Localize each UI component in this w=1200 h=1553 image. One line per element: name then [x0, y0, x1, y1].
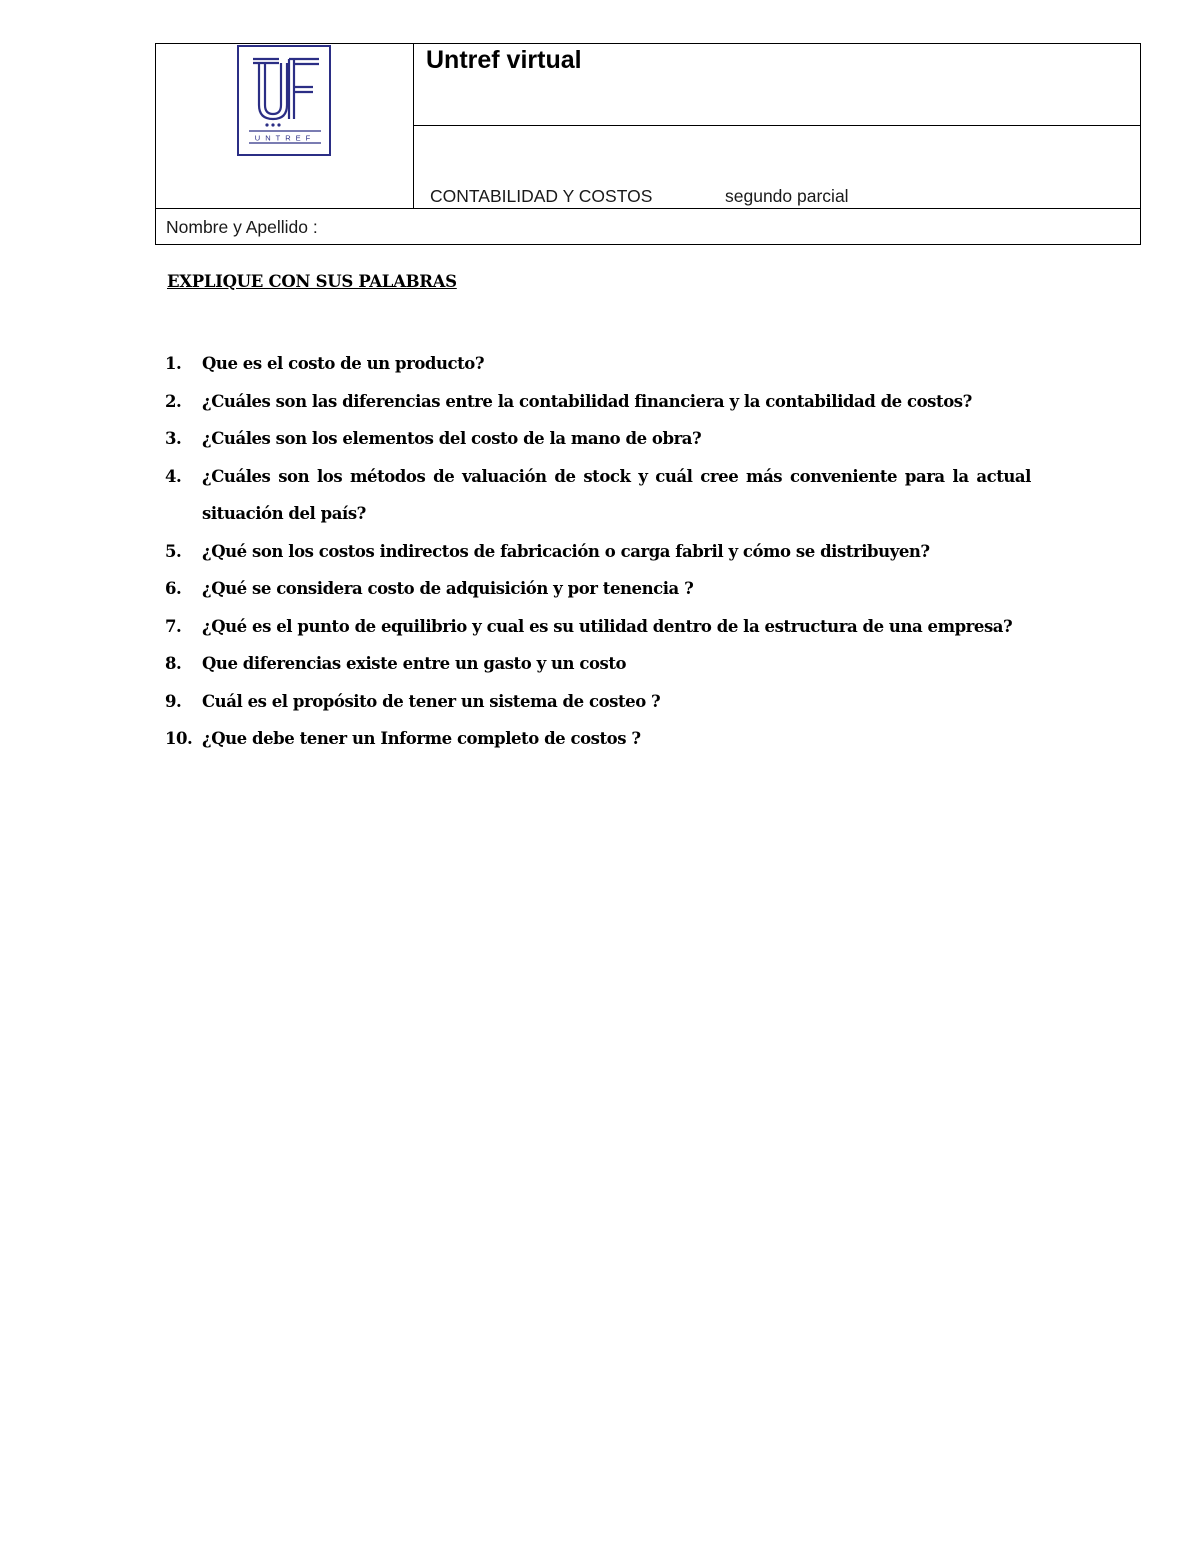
question-number: 8. — [165, 654, 182, 673]
logo-wordmark: UNTREF — [254, 133, 316, 143]
question-number: 7. — [165, 616, 182, 636]
question-text: Cuál es el propósito de tener un sistema de costeo ? — [202, 691, 661, 711]
name-row — [156, 208, 1140, 244]
question-number: 10. — [165, 729, 193, 748]
question-item — [165, 683, 1031, 721]
question-item — [165, 720, 1031, 758]
question-item — [165, 533, 1031, 571]
question-text: ¿Que debe tener un Informe completo de costos ? — [202, 729, 641, 748]
question-number: 3. — [165, 429, 182, 448]
question-item — [165, 383, 1031, 421]
question-text: Que diferencias existe entre un gasto y un costo — [202, 654, 627, 673]
instruction-heading: EXPLIQUE CON SUS PALABRAS — [167, 272, 457, 291]
question-number: 1. — [165, 354, 182, 373]
question-item — [165, 645, 1031, 683]
name-label: Nombre y Apellido : — [166, 217, 318, 237]
logo-cell — [156, 44, 414, 209]
question-text: ¿Cuáles son las diferencias entre la contabilidad financiera y la contabilidad de costos? — [202, 391, 972, 411]
subject-cell — [414, 126, 1140, 209]
question-text: Que es el costo de un producto? — [202, 354, 485, 373]
question-item — [165, 345, 1031, 383]
question-text: ¿Cuáles son los elementos del costo de la mano de obra? — [202, 429, 702, 448]
question-item — [165, 458, 1031, 533]
question-number: 4. — [165, 466, 182, 486]
question-number: 9. — [165, 691, 182, 711]
question-item — [165, 570, 1031, 608]
exam-type-label: segundo parcial — [725, 186, 849, 206]
question-number: 6. — [165, 579, 182, 598]
question-item — [165, 608, 1031, 646]
untref-logo — [237, 45, 331, 156]
page-title: Untref virtual — [426, 46, 582, 74]
header-table — [155, 43, 1141, 245]
title-cell — [414, 44, 1140, 126]
question-number: 5. — [165, 541, 182, 561]
subject-label: CONTABILIDAD Y COSTOS — [430, 186, 653, 206]
question-text: ¿Cuáles son los métodos de valuación de stock y cuál cree más conveniente para la actual situación del país? — [202, 466, 1031, 523]
question-list — [165, 345, 1031, 758]
question-number: 2. — [165, 391, 182, 411]
question-text: ¿Qué son los costos indirectos de fabricación o carga fabril y cómo se distribuyen? — [202, 541, 930, 561]
question-text: ¿Qué es el punto de equilibrio y cual es su utilidad dentro de la estructura de una empresa? — [202, 616, 1013, 636]
untref-logo-icon — [239, 47, 329, 154]
question-item — [165, 420, 1031, 458]
question-text: ¿Qué se considera costo de adquisición y por tenencia ? — [202, 579, 694, 598]
